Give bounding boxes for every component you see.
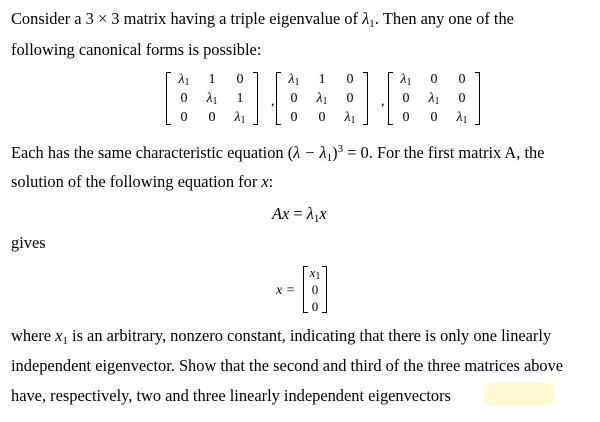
equation-lambda: λ bbox=[306, 204, 314, 223]
equation-lhs: Ax bbox=[272, 204, 290, 223]
matrix-3-entry-r2c3: 0 bbox=[458, 91, 466, 106]
conclusion-x: x bbox=[55, 326, 63, 345]
char-eq-lambda1: λ bbox=[319, 143, 327, 162]
matrix-3 bbox=[388, 70, 480, 127]
matrix-2-entry-r2c2: λ1 bbox=[316, 91, 328, 107]
vector-entry-3: 0 bbox=[311, 299, 319, 314]
solution-text: solution of the following equation for bbox=[11, 172, 262, 191]
matrix-3-entry-r3c3: λ1 bbox=[456, 110, 468, 126]
matrix-2-entry-r1c2: 1 bbox=[318, 72, 326, 87]
matrix-2-separator: , bbox=[381, 94, 385, 109]
char-eq-line bbox=[11, 143, 544, 164]
conclusion-line-3: have, respectively, two and three linearly independent eigenvectors bbox=[11, 386, 451, 405]
lambda-glyph: λ bbox=[362, 9, 370, 28]
matrix-1-entry-r1c1: λ1 bbox=[178, 72, 190, 88]
equation-x: x bbox=[319, 204, 327, 223]
vector-entry-2: 0 bbox=[311, 282, 319, 297]
equation-equals: = bbox=[289, 204, 307, 223]
gives-label: gives bbox=[11, 233, 46, 252]
matrix-2-entry-r1c1: λ1 bbox=[288, 72, 300, 88]
char-eq-subscript: 1 bbox=[326, 152, 333, 164]
vector-entry-1: x1 bbox=[309, 265, 321, 282]
matrix-1-entry-r3c3: λ1 bbox=[234, 110, 246, 126]
matrix-1-separator: , bbox=[271, 94, 275, 109]
matrix-1-entry-r2c3: 1 bbox=[236, 91, 244, 106]
matrix-1-entry-r2c1: 0 bbox=[180, 91, 188, 106]
intro-text-line2: following canonical forms is possible: bbox=[11, 40, 262, 59]
solution-variable: x bbox=[261, 172, 269, 191]
matrix-3-entry-r1c2: 0 bbox=[430, 72, 438, 87]
highlight-smudge bbox=[484, 383, 554, 405]
char-eq-lambda: λ bbox=[293, 143, 301, 162]
lambda-subscript: 1 bbox=[369, 18, 375, 30]
conclusion-line-2: independent eigenvector. Show that the second and third of the three matrices above bbox=[11, 356, 564, 375]
intro-text-a: Consider a 3 × 3 matrix having a triple eigenvalue of bbox=[11, 9, 363, 28]
eigen-equation bbox=[272, 204, 327, 225]
matrix-1-entry-r1c3: 0 bbox=[236, 72, 244, 87]
char-eq-text-c: = 0. For the first matrix A, the bbox=[343, 143, 545, 162]
lambda-symbol bbox=[362, 9, 375, 28]
matrix-3-entry-r1c1: λ1 bbox=[400, 72, 412, 88]
char-eq-exponent: 3 bbox=[337, 143, 344, 155]
char-eq-close-paren: ) bbox=[332, 143, 338, 162]
char-eq-text-a: Each has the same characteristic equation ( bbox=[11, 143, 294, 162]
matrix-3-entry-r2c2: λ1 bbox=[428, 91, 440, 107]
solution-line: solution of the following equation for x: bbox=[11, 172, 274, 191]
matrix-1-entry-r1c2: 1 bbox=[208, 72, 216, 87]
equation-subscript: 1 bbox=[313, 213, 320, 225]
intro-text-b: . Then any one of the bbox=[374, 9, 514, 28]
matrix-3-entry-r2c1: 0 bbox=[402, 91, 410, 106]
conclusion-text-b: is an arbitrary, nonzero constant, indicating that there is only one linearly bbox=[67, 326, 552, 345]
vector-lhs: x = bbox=[276, 283, 296, 298]
conclusion-x-subscript: 1 bbox=[62, 335, 68, 347]
matrix-2-entry-r2c1: 0 bbox=[290, 91, 298, 106]
matrix-2-entry-r1c3: 0 bbox=[346, 72, 354, 87]
matrix-1-entry-r3c1: 0 bbox=[180, 110, 188, 125]
matrix-2-entry-r3c3: λ1 bbox=[344, 110, 356, 126]
matrix-3-entry-r3c2: 0 bbox=[430, 110, 438, 125]
intro-line-2 bbox=[11, 40, 261, 60]
matrix-1 bbox=[166, 70, 258, 127]
matrix-2-entry-r3c1: 0 bbox=[290, 110, 298, 125]
matrix-2-entry-r3c2: 0 bbox=[318, 110, 326, 125]
conclusion-text-a: where bbox=[11, 326, 56, 345]
matrix-3-entry-r1c3: 0 bbox=[458, 72, 466, 87]
column-vector bbox=[303, 264, 327, 315]
intro-line-1 bbox=[11, 9, 514, 30]
matrix-1-entry-r3c2: 0 bbox=[208, 110, 216, 125]
char-eq-expression: $\lambda - \lambda_1$ bbox=[293, 143, 333, 164]
matrix-2-entry-r2c3: 0 bbox=[346, 91, 354, 106]
matrix-1-entry-r2c2: λ1 bbox=[206, 91, 218, 107]
matrix-2 bbox=[276, 70, 368, 127]
conclusion-line-1 bbox=[11, 326, 551, 347]
matrix-3-entry-r3c1: 0 bbox=[402, 110, 410, 125]
